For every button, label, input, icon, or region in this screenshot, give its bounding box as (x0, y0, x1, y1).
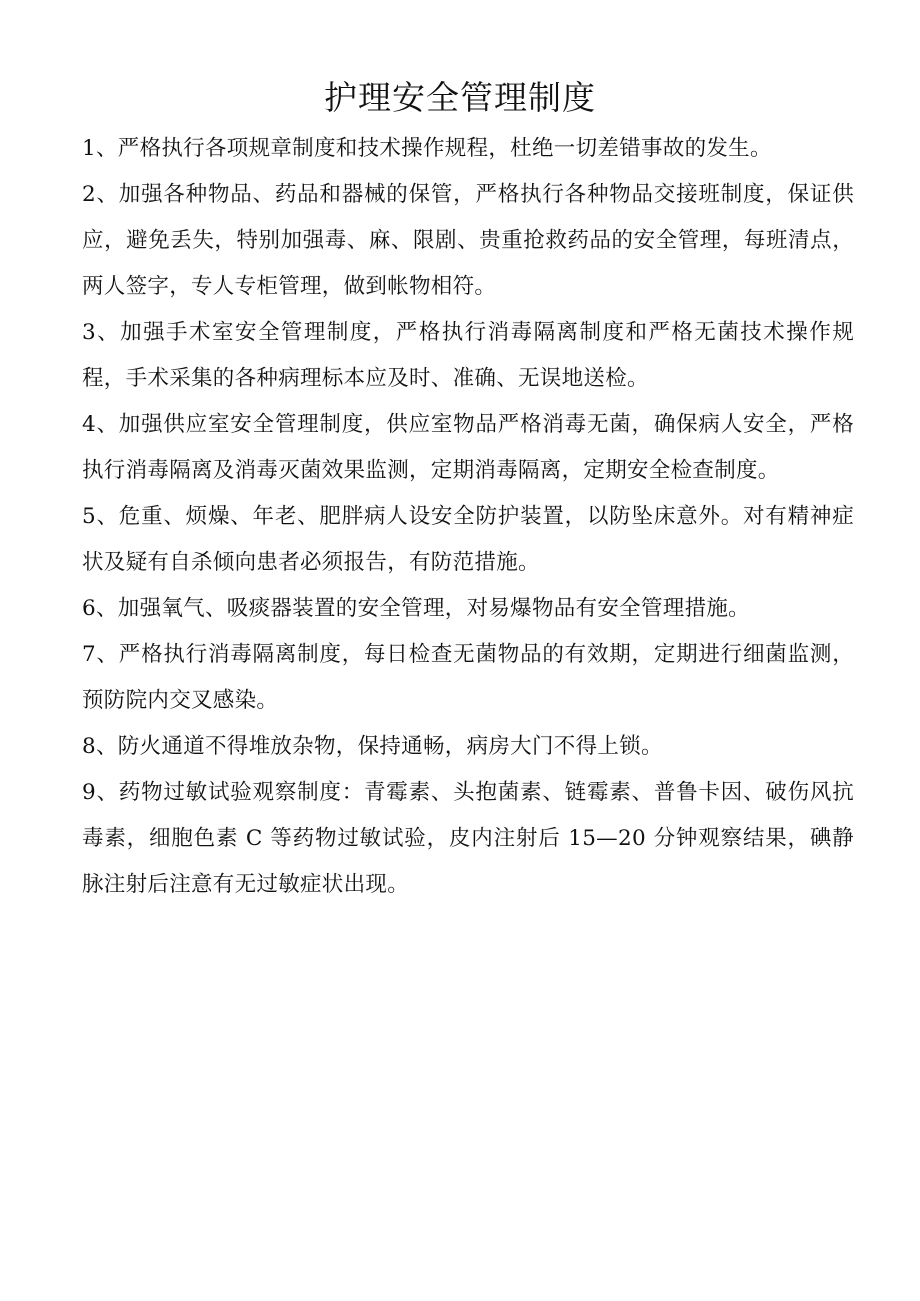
paragraph-1: 1、严格执行各项规章制度和技术操作规程，杜绝一切差错事故的发生。 (82, 136, 772, 161)
paragraph-5: 5、危重、烦燥、年老、肥胖病人设安全防护装置，以防坠床意外。对有精神症状及疑有自杀倾向患者必须报告，有防范措施。 (82, 504, 854, 575)
document-title: 护理安全管理制度 (324, 78, 596, 117)
paragraph-8: 8、防火通道不得堆放杂物，保持通畅，病房大门不得上锁。 (82, 734, 663, 759)
paragraph-9: 9、药物过敏试验观察制度：青霉素、头抱菌素、链霉素、普鲁卡因、破伤风抗毒素，细胞色素 C 等药物过敏试验，皮内注射后 15—20 分钟观察结果，碘静脉注射后注意有无过敏症状出现。 (82, 780, 854, 897)
paragraph-6: 6、加强氧气、吸痰器装置的安全管理，对易爆物品有安全管理措施。 (82, 596, 750, 621)
paragraph-3: 3、加强手术室安全管理制度，严格执行消毒隔离制度和严格无菌技术操作规程，手术采集的各种病理标本应及时、准确、无误地送检。 (82, 320, 854, 391)
paragraph-2: 2、加强各种物品、药品和器械的保管，严格执行各种物品交接班制度，保证供应，避免丢失，特别加强毒、麻、限剧、贵重抢救药品的安全管理，每班清点，两人签字，专人专柜管理，做到帐物相符。 (82, 182, 854, 299)
paragraph-7: 7、严格执行消毒隔离制度，每日检查无菌物品的有效期，定期进行细菌监测，预防院内交叉感染。 (82, 642, 854, 713)
document-body (82, 126, 854, 908)
paragraph-4: 4、加强供应室安全管理制度，供应室物品严格消毒无菌，确保病人安全，严格执行消毒隔离及消毒灭菌效果监测，定期消毒隔离，定期安全检查制度。 (82, 412, 854, 483)
